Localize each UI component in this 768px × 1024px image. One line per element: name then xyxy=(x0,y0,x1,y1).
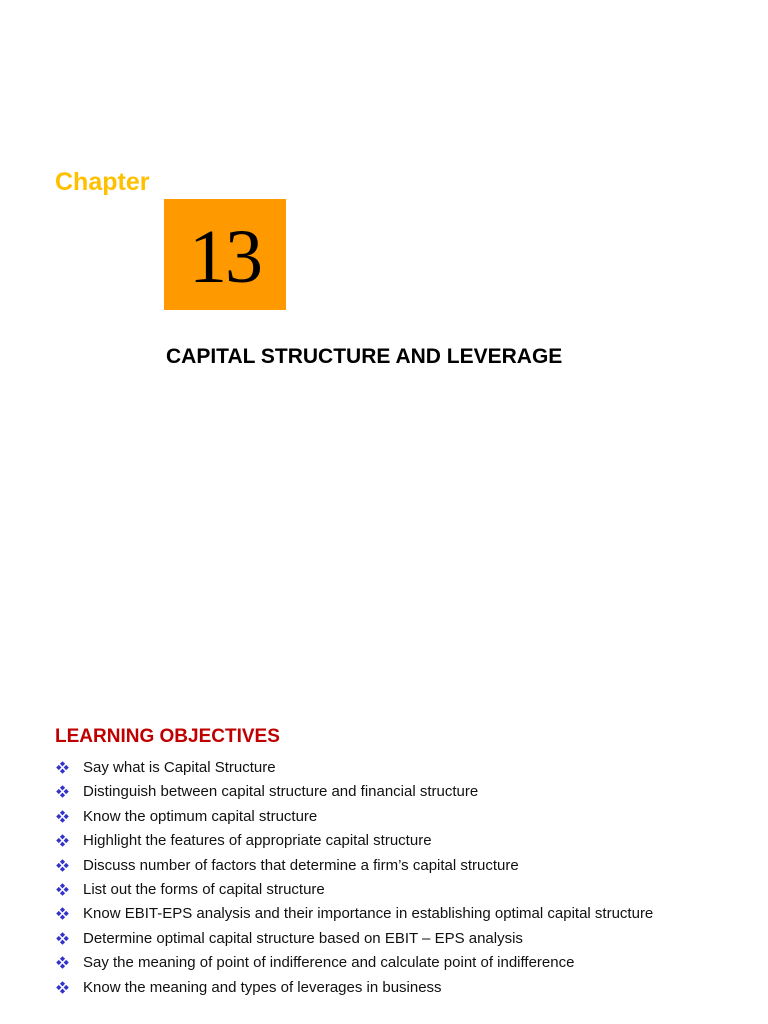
list-item xyxy=(55,879,675,901)
objective-text: Know EBIT-EPS analysis and their importance in establishing optimal capital structure xyxy=(83,905,654,923)
learning-objectives-list xyxy=(55,757,675,1001)
objective-text: Say what is Capital Structure xyxy=(83,759,276,776)
list-item xyxy=(55,903,675,925)
four-diamond-bullet-icon xyxy=(56,859,69,872)
list-item xyxy=(55,977,675,999)
list-item xyxy=(55,806,675,828)
objective-text: Know the meaning and types of leverages in business xyxy=(83,978,442,996)
learning-objectives-heading: LEARNING OBJECTIVES xyxy=(55,726,280,747)
four-diamond-bullet-icon xyxy=(56,981,69,994)
list-item xyxy=(55,952,675,974)
objective-text: List out the forms of capital structure xyxy=(83,880,325,898)
chapter-title: CAPITAL STRUCTURE AND LEVERAGE xyxy=(166,345,563,368)
objective-text: Say the meaning of point of indifference and calculate point of indifference xyxy=(83,954,575,972)
four-diamond-bullet-icon xyxy=(56,761,69,774)
objective-text: Highlight the features of appropriate capital structure xyxy=(83,832,432,850)
chapter-number: 13 xyxy=(189,214,261,299)
objective-text: Discuss number of factors that determine a firm’s capital structure xyxy=(83,856,519,874)
list-item xyxy=(55,830,675,852)
chapter-label: Chapter xyxy=(55,168,150,196)
list-item xyxy=(55,928,675,950)
chapter-number-box xyxy=(164,199,286,310)
objective-text: Determine optimal capital structure based on EBIT – EPS analysis xyxy=(83,929,523,947)
four-diamond-bullet-icon xyxy=(56,810,69,823)
four-diamond-bullet-icon xyxy=(56,785,69,798)
list-item xyxy=(55,781,675,803)
objective-text: Know the optimum capital structure xyxy=(83,807,318,825)
four-diamond-bullet-icon xyxy=(56,907,69,920)
four-diamond-bullet-icon xyxy=(56,956,69,969)
list-item xyxy=(55,855,675,877)
four-diamond-bullet-icon xyxy=(56,834,69,847)
list-item xyxy=(55,757,675,779)
four-diamond-bullet-icon xyxy=(56,883,69,896)
objective-text: Distinguish between capital structure and financial structure xyxy=(83,783,479,801)
four-diamond-bullet-icon xyxy=(56,932,69,945)
